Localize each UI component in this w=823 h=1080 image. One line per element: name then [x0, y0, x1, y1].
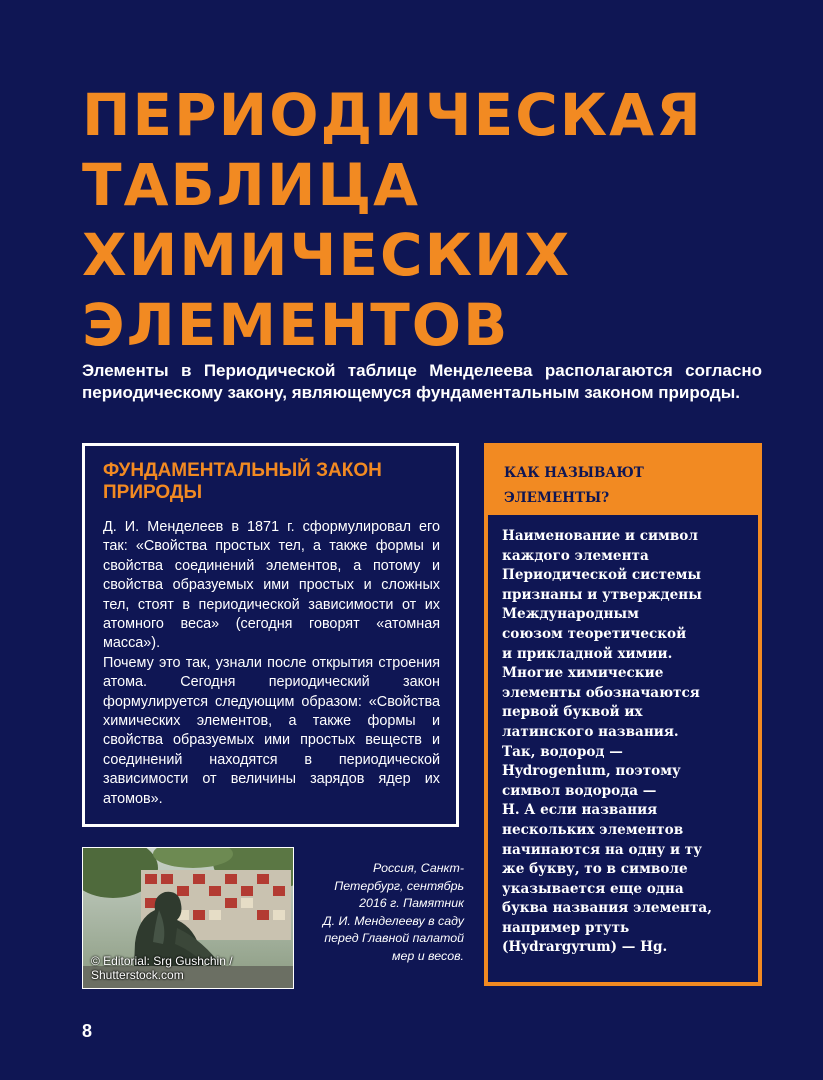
heading-line: ЭЛЕМЕНТЫ?	[504, 490, 610, 506]
text-line: же букву, то в символе	[502, 861, 688, 878]
element-names-sidebar	[484, 443, 762, 986]
heading-line: КАК НАЗЫВАЮТ	[504, 465, 644, 481]
element-names-heading	[488, 447, 758, 511]
title-line: ПЕРИОДИЧЕСКАЯ	[82, 81, 703, 149]
credit-line: © Editorial: Srg Gushchin /	[91, 954, 233, 968]
title-line: ТАБЛИЦА	[82, 151, 421, 219]
heading-line: ФУНДАМЕНТАЛЬНЫЙ ЗАКОН	[103, 460, 382, 481]
text-line: Так, водород —	[502, 743, 623, 760]
element-names-text	[488, 515, 758, 982]
law-paragraph: Почему это так, узнали после открытия строения атома. Сегодня периодический закон формулируется следующим образом: «Свойства химических элементов, а также формы и свойства образуемых ими простых веществ и соединений находятся в периодической зависимости от величины зарядов ядер их атомов».	[103, 654, 440, 807]
text-line: латинского названия.	[502, 723, 679, 740]
text-line: Hydrogenium, поэтому	[502, 763, 681, 780]
fundamental-law-heading	[103, 460, 440, 504]
heading-line: ПРИРОДЫ	[103, 482, 203, 503]
mendeleev-monument-photo	[82, 847, 294, 989]
text-line: признаны и утверждены	[502, 586, 702, 603]
text-line: мер и весов.	[392, 948, 464, 963]
text-line: 2016 г. Памятник	[359, 896, 464, 911]
text-line: начинаются на одну и ту	[502, 841, 702, 858]
text-line: каждого элемента	[502, 547, 649, 564]
text-line: указывается еще одна	[502, 880, 684, 897]
text-line: буква названия элемента,	[502, 900, 712, 917]
text-line: Наименование и символ	[502, 528, 698, 544]
text-line: например ртуть	[502, 919, 630, 936]
law-paragraph: Д. И. Менделеев в 1871 г. сформулировал его так: «Свойства простых тел, а также формы и свойства соединений элементов, а потому и свойства образуемых ими простых и сложных тел, стоят в периодической зависимости от их атомного веса» (сегодня говорят «атомная масса»).	[103, 519, 440, 652]
text-line: Петербург, сентябрь	[334, 878, 464, 893]
intro-paragraph: Элементы в Периодической таблице Менделеева располагаются согласно периодическому закону, являющемуся фундаментальным законом природы.	[82, 361, 762, 402]
text-line: первой буквой их	[502, 704, 643, 721]
photo-caption	[304, 860, 464, 966]
fundamental-law-box	[82, 443, 459, 827]
text-line: союзом теоретической	[502, 625, 687, 642]
text-line: Россия, Санкт-	[372, 861, 464, 875]
text-line: Н. А если названия	[502, 802, 658, 819]
fundamental-law-text	[103, 518, 440, 809]
text-line: нескольких элементов	[502, 821, 684, 838]
photo-credit	[91, 954, 233, 982]
text-line: (Hydrargyrum) — Hg.	[502, 939, 668, 956]
credit-line: Shutterstock.com	[91, 968, 184, 982]
text-line: символ водорода —	[502, 782, 657, 799]
text-line: Многие химические	[502, 665, 664, 682]
title-line: ХИМИЧЕСКИХ	[82, 221, 572, 289]
text-line: Международным	[502, 606, 639, 623]
title-line: ЭЛЕМЕНТОВ	[82, 291, 510, 359]
text-line: Д. И. Менделееву в саду	[322, 913, 464, 928]
page-title	[82, 80, 782, 360]
text-line: элементы обозначаются	[502, 684, 700, 701]
text-line: перед Главной палатой	[324, 931, 464, 946]
text-line: и прикладной химии.	[502, 645, 673, 662]
text-line: Периодической системы	[502, 567, 702, 584]
page-number: 8	[82, 1021, 93, 1041]
